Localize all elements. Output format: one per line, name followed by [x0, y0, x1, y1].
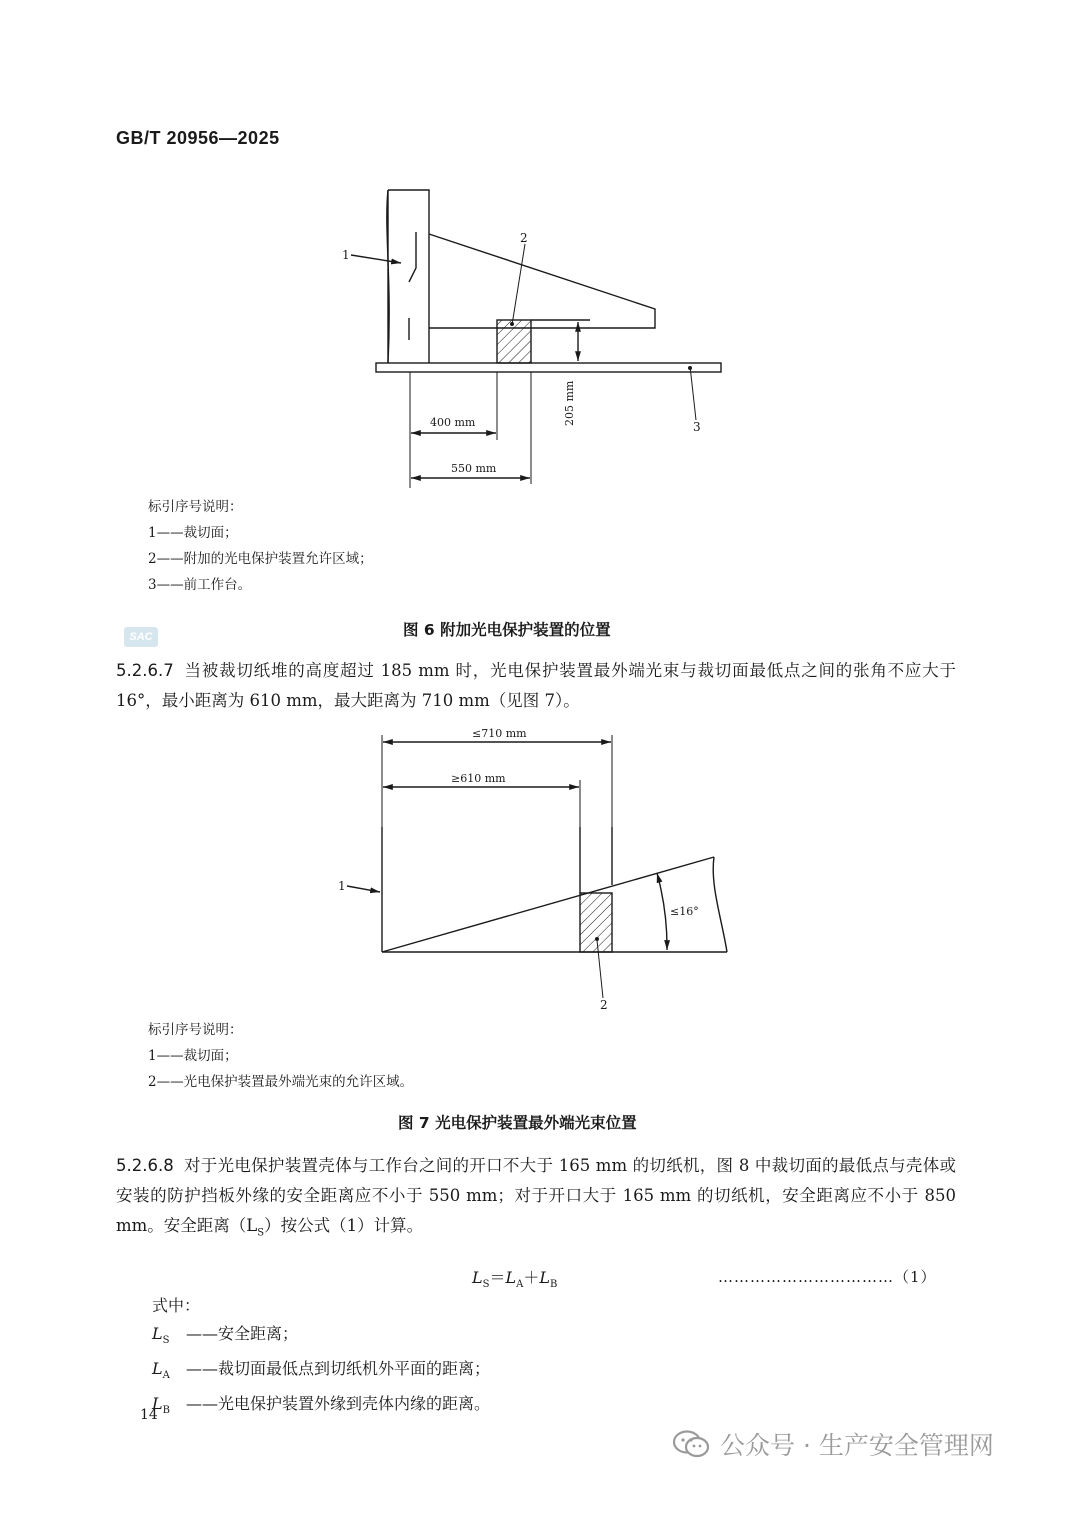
sac-watermark-logo: SAC — [124, 627, 158, 647]
fig6-dim-400: 400 mm — [430, 416, 476, 429]
clause-number: 5.2.6.8 — [116, 1156, 174, 1175]
fig7-allowed-zone — [580, 893, 612, 952]
formula-legend-item: $L_S$ ——安全距离； — [152, 1324, 299, 1347]
fig6-caption: 图 6 附加光电保护装置的位置 — [403, 621, 611, 639]
fig7-label-1: 1 — [338, 879, 346, 893]
fig6-legend-item: 2——附加的光电保护装置允许区域； — [148, 551, 373, 567]
formula-number: ……………………………（1） — [718, 1268, 937, 1286]
fig7-dim-angle: ≤16° — [670, 905, 699, 918]
fig6-legend-item: 1——裁切面； — [148, 525, 238, 541]
clause-subscript: S — [257, 1227, 265, 1239]
fig6-legend-title: 标引序号说明： — [148, 499, 243, 515]
fig6-label-2: 2 — [520, 231, 528, 245]
fig6-table — [376, 363, 721, 372]
formula-legend — [152, 1292, 490, 1426]
fig6-allowed-zone — [497, 320, 531, 363]
fig7-legend-item: 2——光电保护装置最外端光束的允许区域。 — [148, 1074, 414, 1090]
clause-text: 当被裁切纸堆的高度超过 185 mm 时，光电保护装置最外端光束与裁切面最低点之间的张角不应大于 16°，最小距离为 610 mm，最大距离为 710 mm（见图 7）。 — [116, 661, 956, 710]
formula-legend-item: $L_A$ ——裁切面最低点到切纸机外平面的距离； — [152, 1359, 491, 1382]
wechat-icon — [672, 1429, 710, 1459]
page-number: 14 — [140, 1407, 158, 1423]
fig6-guard — [429, 234, 655, 328]
fig6-cutter-body — [388, 190, 429, 363]
clause-text: 对于光电保护装置壳体与工作台之间的开口不大于 165 mm 的切纸机，图 8 中裁切面的最低点与壳体或安装的防护挡板外缘的安全距离应不小于 550 mm；对于开口大于 165 mm 的切纸机，安全距离应不小于 850 mm。安全距离（L — [116, 1156, 956, 1235]
clause-tail: ）按公式（1）计算。 — [264, 1216, 424, 1235]
fig7-caption: 图 7 光电保护装置最外端光束位置 — [398, 1114, 637, 1132]
clause-5-2-6-7 — [116, 656, 956, 716]
fig6-legend-item: 3——前工作台。 — [148, 577, 252, 593]
fig7-dim-min: ≥610 mm — [451, 772, 506, 785]
watermark-text: 公众号 · 生产安全管理网 — [720, 1431, 994, 1460]
wechat-watermark — [672, 1426, 994, 1462]
clause-5-2-6-8 — [116, 1151, 956, 1248]
fig7-legend — [148, 1017, 413, 1095]
fig6-dim-205: 205 mm — [563, 380, 576, 426]
fig7-dim-max: ≤710 mm — [472, 727, 527, 740]
formula-legend-title: 式中： — [152, 1296, 201, 1315]
clause-number: 5.2.6.7 — [116, 661, 174, 680]
formula-1: $L_S=L_A+L_B$ — [472, 1268, 558, 1291]
formula-legend-item: $L_B$ ——光电保护装置外缘到壳体内缘的距离。 — [152, 1394, 491, 1417]
fig7-beam-line — [382, 857, 714, 952]
fig6-label-1: 1 — [342, 248, 350, 262]
fig6-legend — [148, 494, 373, 598]
fig7-legend-title: 标引序号说明： — [148, 1022, 243, 1038]
fig7-legend-item: 1——裁切面； — [148, 1048, 238, 1064]
standard-number: GB/T 20956—2025 — [116, 128, 280, 148]
fig6-label-3: 3 — [693, 420, 701, 434]
fig7-label-2: 2 — [600, 998, 608, 1012]
fig6-dim-550: 550 mm — [451, 462, 497, 475]
